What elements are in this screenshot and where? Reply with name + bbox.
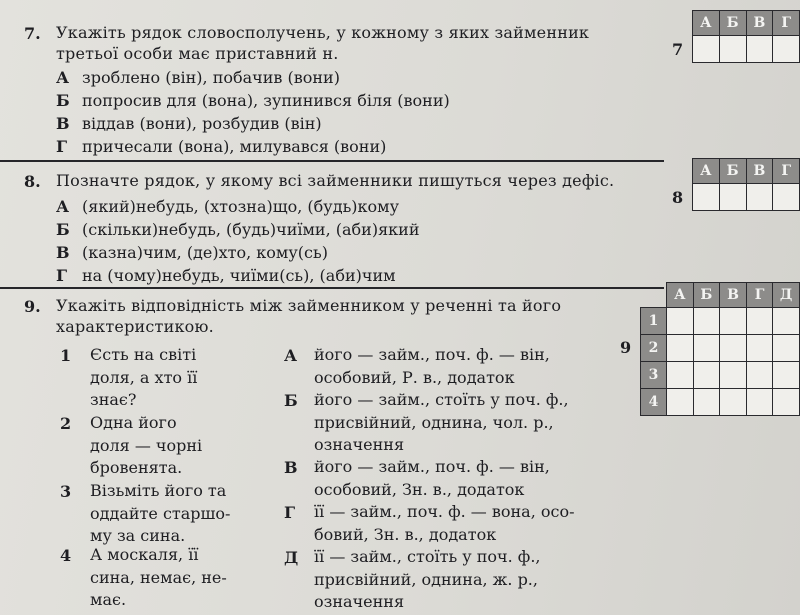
answer-cell[interactable] (693, 389, 720, 416)
question-9-text: Укажіть відповідність між займенником у реченні та його характеристикою. (56, 296, 562, 336)
answer-cell[interactable] (773, 36, 800, 63)
question-8-number: 8. (24, 172, 41, 191)
answer-cell[interactable] (773, 362, 800, 389)
option-letter: Г (56, 137, 68, 156)
answer-cell[interactable] (773, 389, 800, 416)
answer-cell[interactable] (746, 362, 772, 389)
option-text: (який)небудь, (хтозна)що, (будь)кому (82, 197, 400, 216)
q7-answer-grid (692, 10, 800, 63)
item-line: А москаля, її (90, 545, 199, 564)
q9-answer-grid (640, 282, 800, 416)
q7-option-a[interactable] (56, 67, 340, 88)
item-line: має. (90, 590, 127, 609)
answer-line: особовий, Зн. в., додаток (314, 479, 525, 499)
option-text: причесали (вона), милувався (вони) (82, 137, 387, 156)
question-9-number: 9. (24, 297, 41, 316)
item-line: знає? (90, 390, 137, 409)
item-line: сина, немає, не- (90, 567, 227, 587)
answer-cell[interactable] (773, 308, 800, 335)
answer-cell[interactable] (719, 184, 746, 211)
match-item-1 (90, 344, 197, 412)
option-letter: А (56, 68, 70, 87)
option-letter: В (56, 243, 70, 262)
grid-header-b: Б (693, 283, 720, 308)
grid-header-a: А (693, 159, 720, 184)
answer-b (314, 389, 569, 457)
answer-line: бовий, Зн. в., додаток (314, 524, 497, 544)
grid-row-2: 2 (641, 335, 667, 362)
grid-row-3: 3 (641, 362, 667, 389)
answer-cell[interactable] (746, 389, 772, 416)
answer-cell[interactable] (719, 36, 746, 63)
answer-cell[interactable] (666, 335, 693, 362)
grid-header-a: А (666, 283, 693, 308)
answer-cell[interactable] (693, 362, 720, 389)
item-line: Візьміть його та (90, 481, 227, 500)
q7-option-v[interactable] (56, 113, 322, 134)
answer-a (314, 344, 550, 389)
grid-row-1: 1 (641, 308, 667, 335)
item-line: оддайте старшо- (90, 503, 231, 523)
q8-answer-grid (692, 158, 800, 211)
grid-header-g: Г (773, 159, 800, 184)
answer-cell[interactable] (720, 308, 747, 335)
option-text: на (чому)небудь, чиїми(сь), (аби)чим (82, 266, 396, 285)
answer-cell[interactable] (773, 184, 800, 211)
grid-header-v: В (720, 283, 747, 308)
grid-header-d: Д (773, 283, 800, 308)
answer-v-letter: В (284, 458, 298, 477)
answer-line: означення (314, 592, 405, 611)
option-text: зроблено (він), побачив (вони) (82, 68, 340, 87)
answer-line: її — займ., стоїть у поч. ф., (314, 547, 541, 566)
option-letter: Б (56, 91, 70, 110)
answer-cell[interactable] (746, 184, 773, 211)
answer-cell[interactable] (773, 335, 800, 362)
match-item-3-number: 3 (60, 482, 72, 501)
question-7-text: Укажіть рядок словосполучень, у кожному з яких займенник третьої особи має приставний н. (56, 23, 590, 63)
answer-d-letter: Д (284, 548, 299, 567)
q8-option-v[interactable] (56, 242, 328, 263)
option-letter: Г (56, 266, 68, 285)
answer-line: особовий, Р. в., додаток (314, 367, 515, 387)
match-item-4-number: 4 (60, 546, 72, 565)
match-item-2-number: 2 (60, 414, 72, 433)
grid-header-a: А (693, 11, 720, 36)
item-line: Одна його (90, 413, 177, 432)
answer-cell[interactable] (666, 362, 693, 389)
q9-box-number: 9 (620, 338, 632, 357)
grid-header-b: Б (719, 11, 746, 36)
answer-cell[interactable] (720, 362, 747, 389)
question-8-text: Позначте рядок, у якому всі займенники пишуться через дефіс. (56, 171, 615, 190)
q8-option-a[interactable] (56, 196, 399, 217)
answer-g-letter: Г (284, 503, 296, 522)
grid-header-g: Г (773, 11, 800, 36)
option-letter: А (56, 197, 70, 216)
match-item-1-number: 1 (60, 346, 72, 365)
answer-a-letter: А (284, 346, 298, 365)
answer-cell[interactable] (666, 308, 693, 335)
answer-cell[interactable] (693, 335, 720, 362)
divider (0, 287, 664, 289)
grid-header-v: В (746, 159, 773, 184)
item-line: бровенята. (90, 458, 183, 477)
item-line: доля — чорні (90, 435, 203, 455)
q7-option-b[interactable] (56, 90, 450, 111)
grid-header-v: В (746, 11, 773, 36)
answer-v (314, 456, 550, 501)
answer-line: означення (314, 435, 405, 454)
option-text: попросив для (вона), зупинився біля (вони) (82, 91, 450, 110)
answer-cell[interactable] (746, 36, 773, 63)
answer-cell[interactable] (746, 335, 772, 362)
option-text: (казна)чим, (де)хто, кому(сь) (82, 243, 328, 262)
item-line: му за сина. (90, 526, 186, 545)
answer-line: присвійний, однина, чол. р., (314, 412, 554, 432)
q7-option-g[interactable] (56, 136, 386, 157)
answer-line: його — займ., стоїть у поч. ф., (314, 390, 569, 409)
answer-cell[interactable] (720, 389, 747, 416)
answer-line: його — займ., поч. ф. — він, (314, 457, 550, 476)
grid-row-4: 4 (641, 389, 667, 416)
item-line: доля, а хто її (90, 367, 198, 387)
grid-corner (641, 283, 667, 308)
option-text: (скільки)небудь, (будь)чиїми, (аби)який (82, 220, 420, 239)
option-letter: Б (56, 220, 70, 239)
grid-header-b: Б (719, 159, 746, 184)
answer-cell[interactable] (693, 308, 720, 335)
match-item-2 (90, 412, 202, 480)
answer-line: присвійний, однина, ж. р., (314, 569, 538, 589)
answer-cell[interactable] (746, 308, 772, 335)
answer-line: її — займ., поч. ф. — вона, осо- (314, 502, 575, 521)
match-item-3 (90, 480, 230, 548)
grid-header-g: Г (746, 283, 772, 308)
option-text: віддав (вони), розбудив (він) (82, 114, 322, 133)
answer-cell[interactable] (720, 335, 747, 362)
answer-cell[interactable] (693, 184, 720, 211)
question-7-number: 7. (24, 24, 41, 43)
answer-cell[interactable] (666, 389, 693, 416)
divider (0, 160, 664, 162)
q8-box-number: 8 (672, 188, 684, 207)
answer-g (314, 501, 575, 546)
answer-cell[interactable] (693, 36, 720, 63)
answer-b-letter: Б (284, 391, 298, 410)
item-line: Єсть на світі (90, 345, 197, 364)
q8-option-g[interactable] (56, 265, 396, 286)
option-letter: В (56, 114, 70, 133)
match-item-4 (90, 544, 227, 612)
q7-box-number: 7 (672, 40, 684, 59)
answer-d (314, 546, 541, 614)
q8-option-b[interactable] (56, 219, 420, 240)
answer-line: його — займ., поч. ф. — він, (314, 345, 550, 364)
